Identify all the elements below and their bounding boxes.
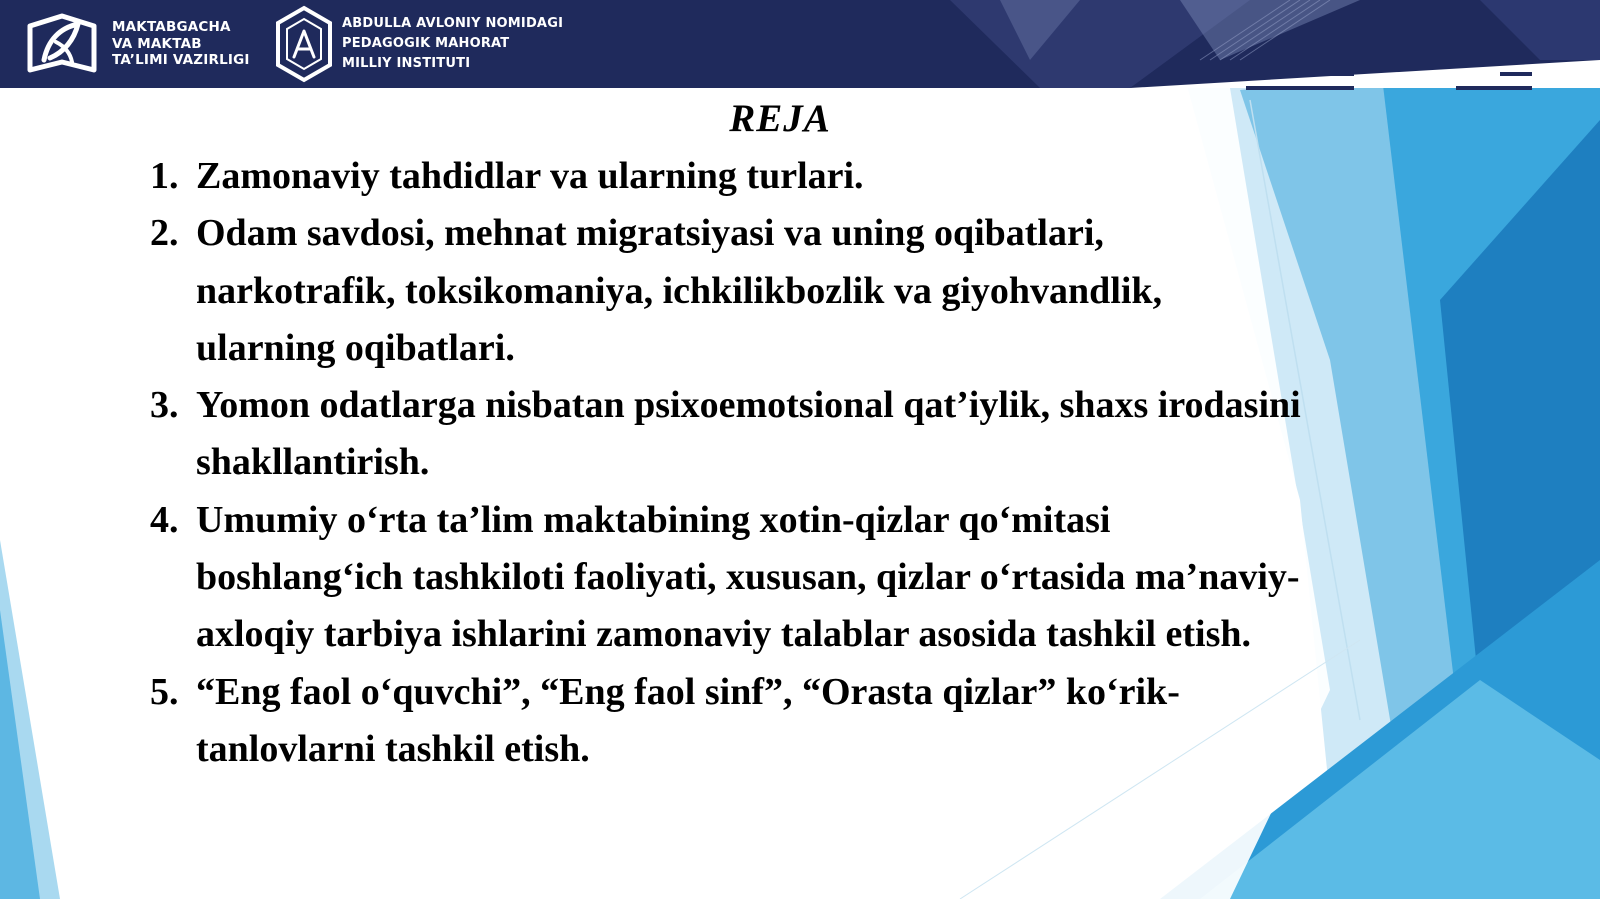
ministry-name <box>112 19 250 69</box>
plan-item-2 <box>150 205 1310 377</box>
ministry-name-line-2: VA MAKTAB <box>112 35 202 52</box>
ministry-name-line-1: MAKTABGACHA <box>112 19 231 36</box>
plan-item-1 <box>150 148 1310 205</box>
plan-item-number: 4. <box>150 498 179 541</box>
plan-item-text: Zamonaviy tahdidlar va ularning turlari. <box>196 155 864 197</box>
plan-item-text: Umumiy o‘rta ta’lim maktabining xotin-qizlar qo‘mitasi boshlang‘ich tashkiloti faoliyati, xususan, qizlar o‘rtasida ma’naviy-axloqiy tarbiya ishlarini zamonaviy talablar asosida tashkil etish. <box>196 498 1300 656</box>
hexagon-a-logo-icon <box>274 5 334 83</box>
header-accent-lines <box>1220 68 1540 96</box>
institute-name-line-1: ABDULLA AVLONIY NOMIDAGI <box>342 16 564 31</box>
ministry-name-line-3: TA’LIMI VAZIRLIGI <box>112 52 250 69</box>
plan-list <box>150 148 1310 778</box>
plan-item-number: 1. <box>150 155 179 197</box>
institute-name-line-2: PEDAGOGIK MAHORAT <box>342 36 510 51</box>
plan-item-3 <box>150 377 1310 492</box>
plan-item-5 <box>150 664 1310 779</box>
institute-name <box>342 14 563 74</box>
ministry-logo <box>26 0 250 88</box>
plan-item-text: “Eng faol o‘quvchi”, “Eng faol sinf”, “Orasta qizlar” ko‘rik-tanlovlarni tashkil etish. <box>196 670 1180 770</box>
slide-title: REJA <box>729 97 831 140</box>
plan-item-text: Odam savdosi, mehnat migratsiyasi va uning oqibatlari, narkotrafik, toksikomaniya, ichkilikbozlik va giyohvandlik, ularning oqibatlari. <box>196 212 1163 369</box>
institute-name-line-3: MILLIY INSTITUTI <box>342 56 471 71</box>
book-leaf-logo-icon <box>26 12 98 76</box>
institute-logo <box>274 0 563 88</box>
plan-item-4 <box>150 492 1310 664</box>
plan-item-number: 3. <box>150 384 179 427</box>
plan-item-number: 5. <box>150 670 179 713</box>
plan-item-text: Yomon odatlarga nisbatan psixoemotsional qat’iylik, shaxs irodasini shakllantirish. <box>196 384 1301 484</box>
plan-item-number: 2. <box>150 212 179 255</box>
